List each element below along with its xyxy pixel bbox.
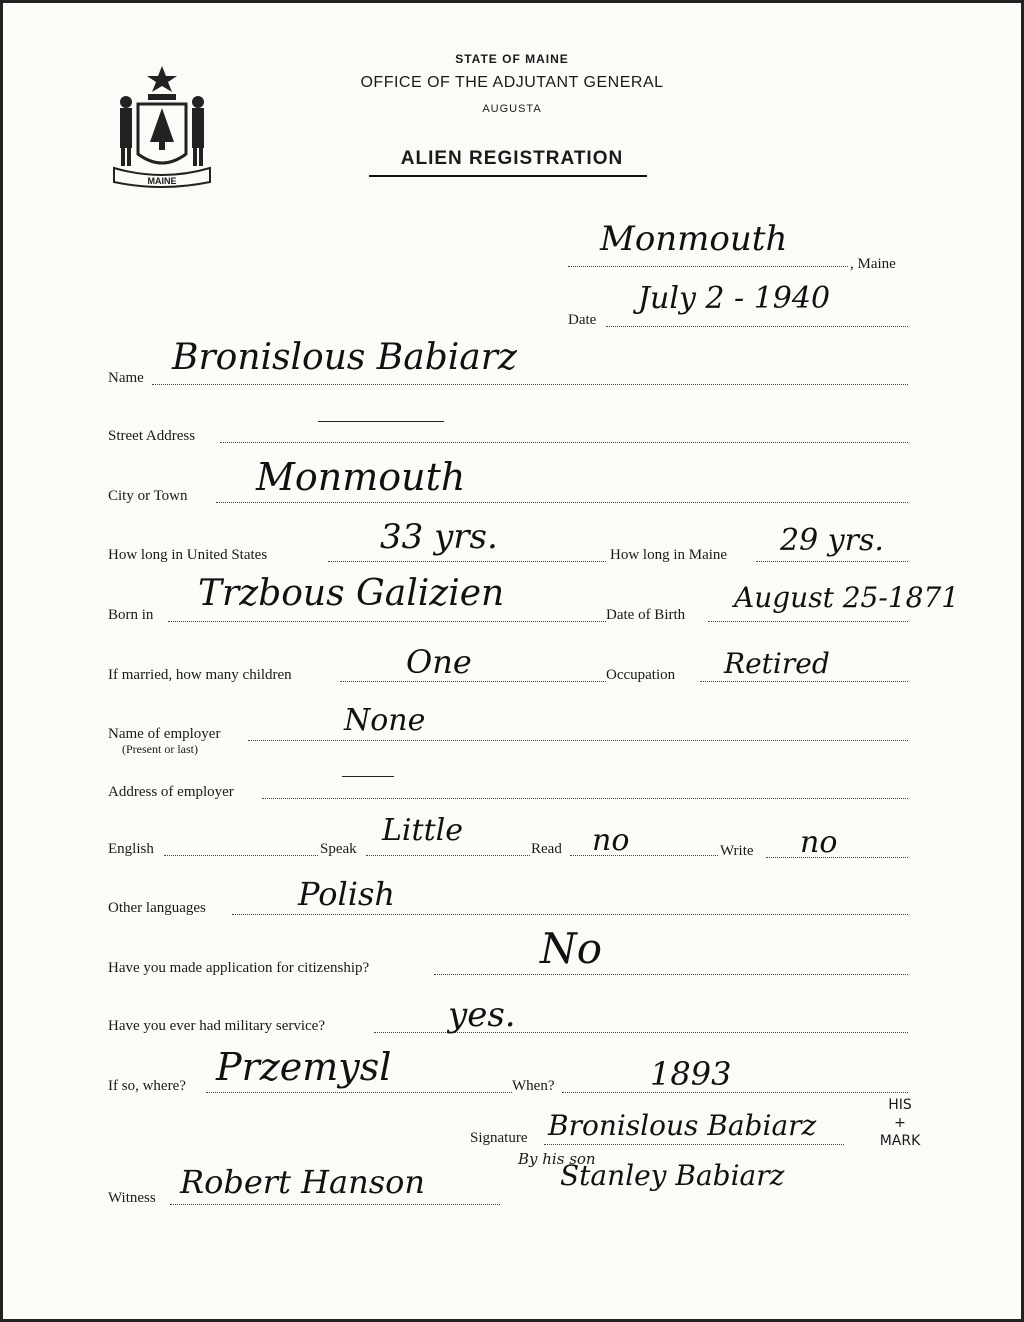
how-long-us-line — [328, 561, 606, 562]
when-label: When? — [512, 1078, 555, 1094]
employer-address-label: Address of employer — [108, 784, 234, 800]
signature-line — [544, 1144, 844, 1145]
name-value: Bronislous Babiarz — [172, 337, 517, 378]
speak-label: Speak — [320, 841, 357, 857]
when-line — [562, 1092, 908, 1093]
town-value: Monmouth — [600, 219, 788, 259]
maine-label: , Maine — [850, 256, 896, 272]
how-long-maine-label: How long in Maine — [610, 547, 728, 563]
where-label: If so, where? — [108, 1078, 186, 1094]
street-dash — [318, 421, 444, 422]
military-label: Have you ever had military service? — [108, 1018, 325, 1034]
english-label: English — [108, 841, 154, 857]
son-signature: Stanley Babiarz — [560, 1159, 785, 1192]
born-in-label: Born in — [108, 607, 154, 623]
occupation-value: Retired — [724, 647, 830, 680]
by-his-son: By his son — [518, 1150, 596, 1168]
employer-label: Name of employer — [108, 726, 221, 742]
occupation-line — [700, 681, 908, 682]
title-underline — [369, 175, 647, 177]
street-label: Street Address — [108, 428, 196, 444]
years-maine-value: 29 yrs. — [780, 523, 884, 558]
born-in-value: Trzbous Galizien — [198, 573, 505, 614]
employer-line — [248, 740, 908, 741]
citizenship-line — [434, 974, 908, 975]
write-value: no — [800, 825, 838, 860]
other-languages-line — [232, 914, 908, 915]
years-us-value: 33 yrs. — [380, 517, 498, 557]
how-long-us-label: How long in United States — [108, 547, 268, 563]
header-office: OFFICE OF THE ADJUTANT GENERAL — [360, 74, 664, 91]
date-label: Date — [568, 312, 597, 328]
witness-line — [170, 1204, 500, 1205]
where-line — [206, 1092, 512, 1093]
city-line — [216, 502, 908, 503]
date-line — [606, 326, 908, 327]
read-label: Read — [531, 841, 562, 857]
dob-line — [708, 621, 908, 622]
date-value: July 2 - 1940 — [638, 281, 831, 316]
witness-value: Robert Hanson — [180, 1163, 425, 1201]
children-label: If married, how many children — [108, 667, 292, 683]
speak-value: Little — [382, 813, 463, 848]
signature-value: Bronislous Babiarz — [548, 1109, 817, 1142]
employer-value: None — [344, 703, 426, 738]
when-value: 1893 — [650, 1055, 732, 1093]
page-title: ALIEN REGISTRATION — [400, 148, 624, 169]
military-value: yes. — [448, 995, 516, 1035]
english-line — [164, 855, 318, 856]
where-value: Przemysl — [216, 1045, 392, 1089]
children-line — [340, 681, 606, 682]
other-languages-label: Other languages — [108, 900, 206, 916]
witness-label: Witness — [108, 1190, 156, 1206]
seal-ribbon-text: MAINE — [147, 176, 177, 186]
citizenship-label: Have you made application for citizenship? — [108, 960, 370, 976]
town-line — [568, 266, 848, 267]
header-state: STATE OF MAINE — [455, 52, 569, 66]
children-value: One — [406, 643, 472, 681]
employer-address-line — [262, 798, 908, 799]
header-city: AUGUSTA — [482, 103, 542, 115]
signature-label: Signature — [470, 1130, 528, 1146]
city-value: Monmouth — [256, 455, 466, 499]
other-languages-value: Polish — [298, 875, 395, 913]
employer-sublabel: (Present or last) — [122, 742, 198, 756]
his-mark: HIS + MARK — [879, 1097, 921, 1149]
born-in-line — [168, 621, 606, 622]
write-label: Write — [720, 843, 754, 859]
street-line — [220, 442, 908, 443]
speak-line — [366, 855, 530, 856]
read-value: no — [592, 823, 630, 858]
employer-address-dash — [342, 776, 394, 777]
how-long-maine-line — [756, 561, 908, 562]
dob-label: Date of Birth — [606, 607, 686, 623]
name-label: Name — [108, 370, 144, 386]
name-line — [152, 384, 908, 385]
city-label: City or Town — [108, 488, 188, 504]
dob-value: August 25-1871 — [734, 581, 960, 614]
citizenship-value: No — [540, 924, 603, 973]
occupation-label: Occupation — [606, 667, 676, 683]
